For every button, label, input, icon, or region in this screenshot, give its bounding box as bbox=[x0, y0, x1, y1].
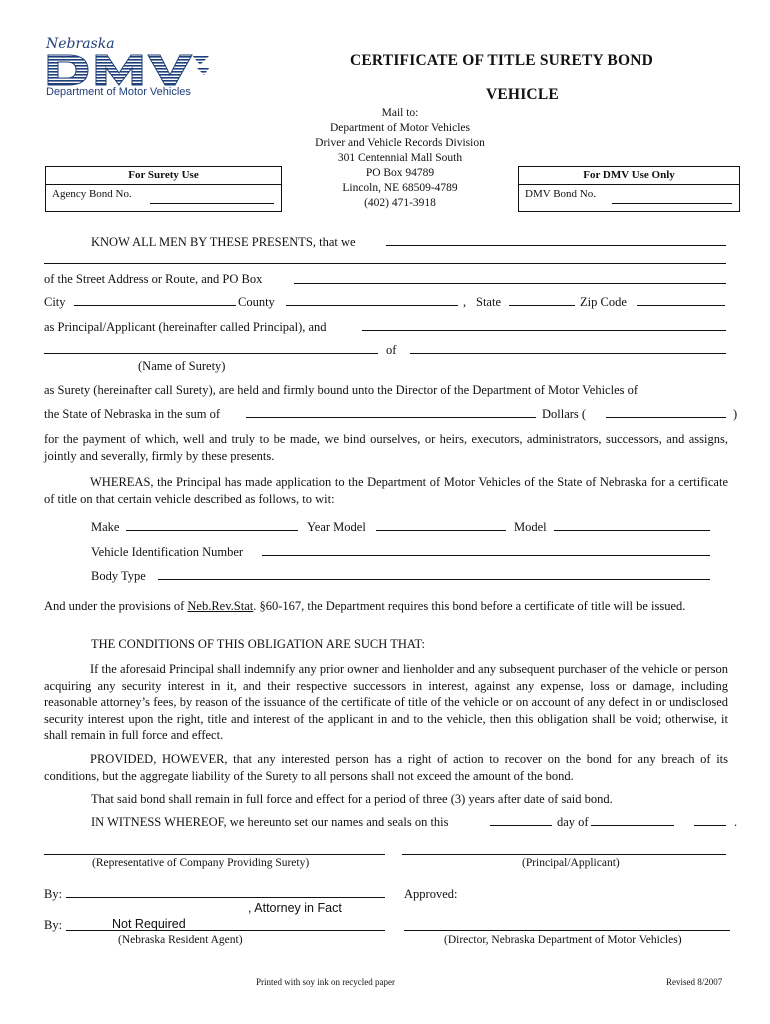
sum-amount-field[interactable] bbox=[606, 417, 726, 418]
year-model-label: Year Model bbox=[307, 520, 366, 534]
approved-label: Approved: bbox=[404, 887, 458, 901]
full-force-text: That said bond shall remain in full force and effect for a period of three (3) years after date of said bond. bbox=[91, 792, 613, 806]
dmv-bond-label: DMV Bond No. bbox=[525, 188, 597, 200]
year-model-field[interactable] bbox=[376, 530, 506, 531]
make-label: Make bbox=[91, 520, 120, 534]
state-label: State bbox=[476, 295, 501, 309]
state-field[interactable] bbox=[509, 305, 575, 306]
representative-signature-field[interactable] bbox=[44, 854, 385, 855]
witness-period: . bbox=[734, 815, 738, 829]
logo-state-text: Nebraska bbox=[46, 36, 115, 52]
name-of-surety-caption: (Name of Surety) bbox=[138, 359, 226, 373]
director-signature-field[interactable] bbox=[404, 930, 730, 931]
director-caption: (Director, Nebraska Department of Motor Vehicles) bbox=[444, 934, 682, 946]
payment-paragraph: for the payment of which, well and truly to be made, we bind ourselves, or heirs, executors, administrators, successors, and assigns, jointly and severally, firmly by these presents. bbox=[44, 432, 728, 463]
dollars-label: Dollars ( bbox=[542, 407, 587, 421]
conditions-heading: THE CONDITIONS OF THIS OBLIGATION ARE SUCH THAT: bbox=[91, 637, 425, 651]
witness-text: IN WITNESS WHEREOF, we hereunto set our names and seals on this bbox=[91, 815, 449, 829]
of-label: of bbox=[386, 343, 397, 357]
mail-line-4: PO Box 94789 bbox=[365, 167, 435, 179]
witness-day-field[interactable] bbox=[490, 825, 552, 826]
dmv-bond-row bbox=[519, 185, 739, 201]
document-subtitle: VEHICLE bbox=[486, 86, 559, 103]
model-label: Model bbox=[514, 520, 547, 534]
principal-applicant-caption: (Principal/Applicant) bbox=[522, 857, 620, 869]
attorney-in-fact-label: , Attorney in Fact bbox=[248, 901, 342, 915]
agency-bond-row bbox=[46, 185, 281, 201]
mail-label: Mail to: bbox=[381, 107, 419, 119]
mailing-address bbox=[290, 106, 510, 211]
mail-line-2: Driver and Vehicle Records Division bbox=[315, 137, 485, 149]
provisions-text-pre: And under the provisions of bbox=[44, 599, 188, 613]
dmv-logo bbox=[44, 53, 214, 89]
provisions-paragraph bbox=[44, 598, 728, 615]
principal-name-field-2[interactable] bbox=[44, 263, 726, 264]
close-paren: ) bbox=[733, 407, 738, 421]
sum-words-field[interactable] bbox=[246, 417, 536, 418]
zip-field[interactable] bbox=[637, 305, 725, 306]
mail-line-6: (402) 471-3918 bbox=[364, 197, 436, 209]
dmv-bond-field[interactable] bbox=[612, 203, 732, 204]
resident-agent-signature-field[interactable] bbox=[66, 930, 385, 931]
model-field[interactable] bbox=[554, 530, 710, 531]
body-type-field[interactable] bbox=[158, 579, 710, 580]
footer-revised-text: Revised 8/2007 bbox=[666, 977, 723, 987]
footer-printed-text: Printed with soy ink on recycled paper bbox=[256, 977, 395, 987]
make-field[interactable] bbox=[126, 530, 298, 531]
principal-name-field[interactable] bbox=[386, 245, 726, 246]
agency-bond-field[interactable] bbox=[150, 203, 274, 204]
surety-name-field[interactable] bbox=[362, 330, 726, 331]
mail-line-1: Department of Motor Vehicles bbox=[330, 122, 470, 134]
county-field[interactable] bbox=[286, 305, 458, 306]
dmv-box-header: For DMV Use Only bbox=[519, 167, 739, 185]
indemnify-paragraph: If the aforesaid Principal shall indemnify any prior owner and lienholder and any subsequent purchaser of the vehicle or person acquiring any security interest in it, and their respective successors in interest, against any expense, loss or damage, including reasonable attorney’s fees, by reason of the issuance of the certificate of title of the vehicle or on account of any defect in or undisclosed security interest upon the right, title and interest of the applicant in and to the vehicle, then this obligation shall be void; otherwise, it shall remain in full force and effect. bbox=[44, 662, 728, 742]
principal-signature-field[interactable] bbox=[402, 854, 726, 855]
surety-name-field-2[interactable] bbox=[44, 353, 378, 354]
mail-line-3: 301 Centennial Mall South bbox=[337, 152, 463, 164]
provisions-text-post: . §60-167, the Department requires this bond before a certificate of title will be issued. bbox=[253, 599, 686, 613]
county-label: County bbox=[238, 295, 275, 309]
by-label-1: By: bbox=[44, 887, 63, 901]
witness-month-field[interactable] bbox=[591, 825, 674, 826]
representative-caption: (Representative of Company Providing Surety) bbox=[92, 857, 310, 869]
logo-department-text: Department of Motor Vehicles bbox=[46, 86, 191, 98]
surety-use-box bbox=[45, 166, 282, 212]
vin-label: Vehicle Identification Number bbox=[91, 545, 244, 559]
street-label: of the Street Address or Route, and PO Box bbox=[44, 272, 263, 286]
witness-year-field[interactable] bbox=[694, 825, 726, 826]
by-label-2: By: bbox=[44, 918, 63, 932]
city-field[interactable] bbox=[74, 305, 236, 306]
vin-field[interactable] bbox=[262, 555, 710, 556]
provided-paragraph: PROVIDED, HOWEVER, that any interested person has a right of action to recover on the bond for any breach of its conditions, but the aggregate liability of the Surety to all persons shall not exceed the amount of the bond. bbox=[44, 752, 728, 783]
whereas-paragraph: WHEREAS, the Principal has made application to the Department of Motor Vehicles of the State of Nebraska for a certificate of title on that certain vehicle described as follows, to wit: bbox=[44, 475, 728, 506]
agency-bond-label: Agency Bond No. bbox=[52, 188, 132, 200]
mail-line-5: Lincoln, NE 68509-4789 bbox=[342, 182, 458, 194]
statute-link[interactable]: Neb.Rev.Stat bbox=[187, 599, 254, 613]
resident-agent-caption: (Nebraska Resident Agent) bbox=[118, 934, 243, 946]
sum-of-text: the State of Nebraska in the sum of bbox=[44, 407, 220, 421]
street-address-field[interactable] bbox=[294, 283, 726, 284]
document-title: CERTIFICATE OF TITLE SURETY BOND bbox=[350, 52, 654, 69]
not-required-text: Not Required bbox=[112, 917, 186, 931]
principal-applicant-text: as Principal/Applicant (hereinafter called Principal), and bbox=[44, 320, 327, 334]
body-type-label: Body Type bbox=[91, 569, 146, 583]
surety-box-header: For Surety Use bbox=[46, 167, 281, 185]
comma: , bbox=[463, 295, 467, 309]
zip-label: Zip Code bbox=[580, 295, 627, 309]
attorney-signature-field[interactable] bbox=[66, 897, 385, 898]
day-of-label: day of bbox=[557, 815, 589, 829]
surety-location-field[interactable] bbox=[410, 353, 726, 354]
surety-held-text: as Surety (hereinafter call Surety), are held and firmly bound unto the Director of the Department of Motor Vehicles of bbox=[44, 383, 639, 397]
dmv-use-box bbox=[518, 166, 740, 212]
city-label: City bbox=[44, 295, 66, 309]
know-all-men-text: KNOW ALL MEN BY THESE PRESENTS, that we bbox=[91, 235, 356, 249]
